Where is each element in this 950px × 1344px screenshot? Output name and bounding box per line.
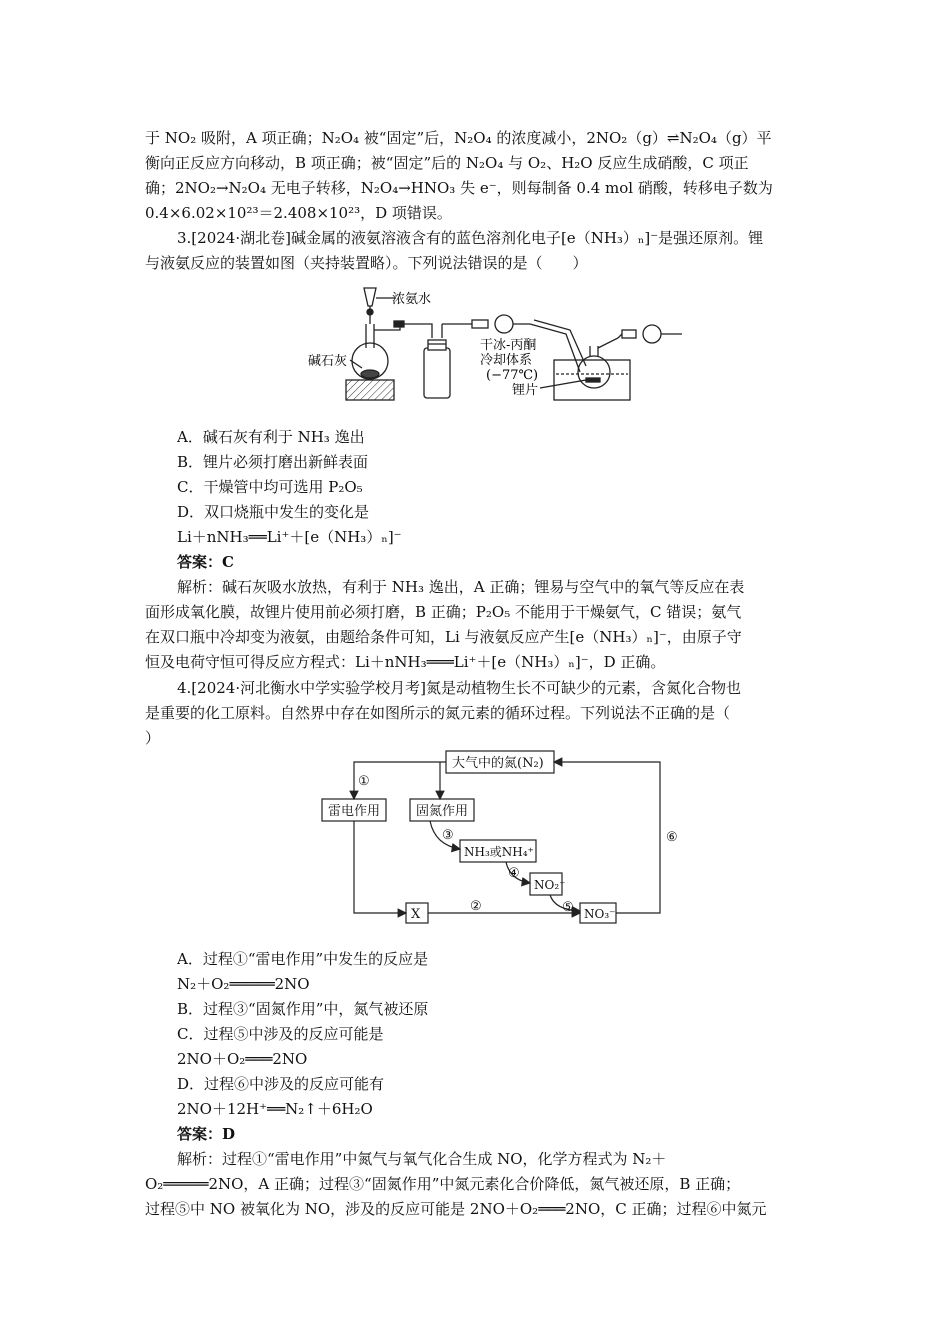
x-label: X [411, 907, 421, 922]
q4-option-a-equation: N₂＋O₂═════2NO [177, 975, 310, 993]
drying-tube-icon [495, 315, 513, 333]
q4-option-a: A．过程①“雷电作用”中发生的反应是 [177, 950, 429, 968]
q4-option-c-equation: 2NO＋O₂═══2NO [177, 1050, 308, 1068]
label-soda-lime: 碱石灰 [308, 354, 348, 369]
dropping-funnel-icon [364, 288, 376, 306]
q4-option-c: C．过程⑤中涉及的反应可能是 [177, 1025, 384, 1043]
step-2-label: ② [470, 899, 482, 914]
explanation-line: 0.4×6.02×10²³＝2.408×10²³，D 项错误。 [145, 204, 452, 222]
q4-option-d-equation: 2NO＋12H⁺══N₂↑＋6H₂O [177, 1100, 373, 1118]
no2-label: NO₂⁻ [534, 878, 566, 892]
explanation-line: 衡向正反应方向移动，B 项正确；被“固定”后的 N₂O₄ 与 O₂、H₂O 反应生成硝酸，C 项正 [145, 154, 749, 172]
wash-bottle-icon [424, 348, 450, 398]
q3-option-c: C．干燥管中均可选用 P₂O₅ [177, 478, 363, 496]
q4-stem: ） [145, 729, 161, 747]
q3-analysis: 恒及电荷守恒可得反应方程式：Li＋nNH₃═══Li⁺＋[e（NH₃）ₙ]⁻，D 正确。 [145, 653, 666, 671]
q3-option-a: A．碱石灰有利于 NH₃ 逸出 [177, 428, 365, 446]
q4-analysis: 过程⑤中 NO 被氧化为 NO，涉及的反应可能是 2NO＋O₂═══2NO，C 正确；过程⑥中氮元 [145, 1200, 767, 1218]
explanation-line: 确；2NO₂→N₂O₄ 无电子转移，N₂O₄→HNO₃ 失 e⁻，则每制备 0.4 mol 硝酸，转移电子数为 [145, 179, 773, 197]
step-4-label: ④ [508, 866, 520, 881]
nh3-label: NH₃或NH₄⁺ [464, 845, 534, 859]
nitrogen-cycle-diagram [310, 745, 690, 930]
step-5-label: ⑤ [562, 900, 574, 915]
explanation-line: 于 NO₂ 吸附，A 项正确；N₂O₄ 被“固定”后，N₂O₄ 的浓度减小，2NO₂（g）⇌N₂O₄（g）平 [145, 129, 772, 147]
q4-analysis: O₂═════2NO，A 正确；过程③“固氮作用”中氮元素化合价降低，氮气被还原，B 正确； [145, 1175, 741, 1193]
q3-analysis: 面形成氧化膜，故锂片使用前必须打磨，B 正确；P₂O₅ 不能用于干燥氨气，C 错误；氨气 [145, 603, 742, 621]
q4-answer: 答案：D [177, 1125, 236, 1143]
q3-analysis: 在双口瓶中冷却变为液氨，由题给条件可知，Li 与液氨反应产生[e（NH₃）ₙ]⁻，由原子守 [145, 628, 742, 646]
q3-answer: 答案：C [177, 553, 234, 571]
label-coolant: (−77℃) [486, 368, 539, 383]
apparatus-figure [300, 276, 700, 406]
q3-stem: 与液氨反应的装置如图（夹持装置略）。下列说法错误的是（ ） [145, 254, 588, 272]
label-lithium: 锂片 [512, 383, 539, 398]
q3-option-b: B．锂片必须打磨出新鲜表面 [177, 453, 369, 471]
no3-label: NO₃⁻ [584, 907, 616, 921]
label-coolant: 冷却体系 [480, 353, 533, 368]
label-ammonia: 浓氨水 [392, 292, 432, 307]
lightning-label: 雷电作用 [328, 804, 381, 819]
q4-option-d: D．过程⑥中涉及的反应可能有 [177, 1075, 385, 1093]
q3-option-d-equation: Li＋nNH₃══Li⁺＋[e（NH₃）ₙ]⁻ [177, 528, 402, 546]
label-coolant: 干冰-丙酮 [480, 338, 537, 353]
step-1-label: ① [358, 774, 370, 789]
q3-option-d: D．双口烧瓶中发生的变化是 [177, 503, 370, 521]
step-6-label: ⑥ [666, 830, 678, 845]
q4-stem: 是重要的化工原料。自然界中存在如图所示的氮元素的循环过程。下列说法不正确的是（ [145, 704, 731, 722]
q4-stem: 4.[2024·河北衡水中学实验学校月考]氮是动植物生长不可缺少的元素，含氮化合物也 [177, 679, 741, 697]
step-3-label: ③ [442, 828, 454, 843]
q3-analysis: 解析：碱石灰吸水放热，有利于 NH₃ 逸出，A 正确；锂易与空气中的氧气等反应在表 [177, 578, 745, 596]
q4-analysis: 解析：过程①“雷电作用”中氮气与氧气化合生成 NO，化学方程式为 N₂＋ [177, 1150, 667, 1168]
q4-option-b: B．过程③“固氮作用”中，氮气被还原 [177, 1000, 429, 1018]
fixation-label: 固氮作用 [416, 804, 469, 819]
q3-stem: 3.[2024·湖北卷]碱金属的液氨溶液含有的蓝色溶剂化电子[e（NH₃）ₙ]⁻是强还原剂。锂 [177, 229, 764, 247]
atmosphere-label: 大气中的氮(N₂) [452, 756, 544, 771]
